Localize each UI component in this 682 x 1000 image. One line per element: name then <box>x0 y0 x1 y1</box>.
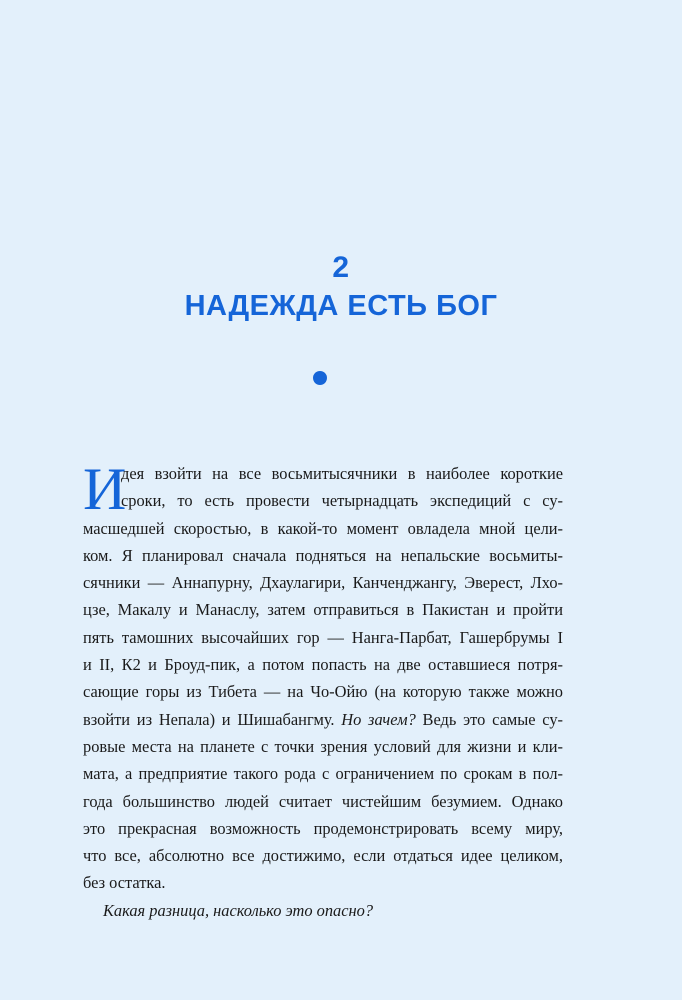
text-line <box>83 897 563 924</box>
text-line: пять тамошних высочайших гор — Нанга-Парбат, Гашербрумы I <box>83 627 563 647</box>
body-text <box>83 456 563 924</box>
chapter-title: НАДЕЖДА ЕСТЬ БОГ <box>184 290 498 322</box>
text-line: это прекрасная возможность продемонстрировать всему миру, <box>83 818 563 838</box>
text-line: цзе, Макалу и Манаслу, затем отправиться в Пакистан и пройти <box>83 600 563 620</box>
text-line: дея взойти на все восьмитысячники в наиболее короткие <box>121 464 563 483</box>
text-line: ровые места на планете с точки зрения условий для жизни и кли- <box>83 736 563 756</box>
text-line: без остатка. <box>83 873 166 893</box>
italic-question: Но зачем? <box>341 709 416 729</box>
text-line: года большинство людей считает чистейшим безумием. Однако <box>83 791 563 811</box>
text-line: масшедшей скоростью, в какой-то момент овладела мной цели- <box>83 518 563 538</box>
text-line <box>83 706 563 733</box>
chapter-number: 2 <box>332 251 350 284</box>
text-line: мата, а предприятие такого рода с ограничением по срокам в пол- <box>83 764 563 784</box>
text-segment: Ведь это самые су- <box>415 709 563 729</box>
italic-paragraph: Какая разница, насколько это опасно? <box>103 900 374 920</box>
text-segment: взойти из Непала) и Шишабангму. <box>83 709 342 729</box>
text-line: и II, К2 и Броуд-пик, а потом попасть на две оставшиеся потря- <box>83 655 563 675</box>
drop-cap: И <box>83 456 127 522</box>
text-line: что все, абсолютно все достижимо, если отдаться идее целиком, <box>83 846 563 866</box>
text-line: сроки, то есть провести четырнадцать экспедиций с су- <box>121 491 563 511</box>
text-line: сячники — Аннапурну, Дхаулагири, Канченджангу, Эверест, Лхо- <box>83 573 563 593</box>
text-line: сающие горы из Тибета — на Чо-Ойю (на которую также можно <box>83 682 563 702</box>
chapter-dot-ornament <box>313 371 327 385</box>
text-line: ком. Я планировал сначала подняться на непальские восьмиты- <box>83 545 563 565</box>
